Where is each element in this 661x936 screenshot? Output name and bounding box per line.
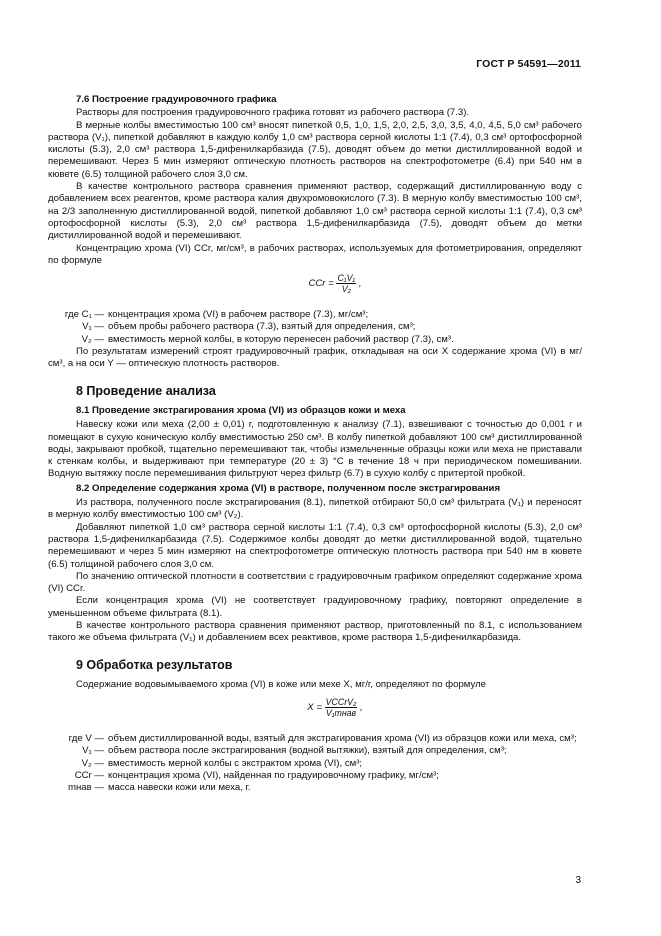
formula-denominator: V₁mнав [325, 708, 357, 719]
paragraph: Содержание водовымываемого хрома (VI) в коже или мехе X, мг/г, определяют по формуле [76, 678, 487, 690]
definition-text: вместимость мерной колбы, в которую перенесен рабочий раствор (7.3), см³. [108, 333, 454, 345]
page-content [48, 94, 582, 795]
definitions-9 [48, 733, 582, 794]
definition-text: концентрация хрома (VI) в рабочем растворе (7.3), мг/см³; [108, 309, 369, 321]
definition-item [48, 745, 582, 757]
formula-ccr [88, 273, 582, 301]
paragraph: По значению оптической плотности в соответствии с градуировочным графиком определяют содержание хрома (VI) CCr. [48, 570, 582, 595]
heading-9: 9 Обработка результатов [76, 657, 233, 672]
formula-end: , [360, 701, 363, 713]
definition-item [48, 321, 582, 333]
definition-text: масса навески кожи или меха, г. [108, 782, 251, 794]
definition-text: объем раствора после экстрагирования (водной вытяжки), взятый для определения, см³; [108, 745, 507, 757]
formula-lhs: X = [307, 701, 322, 713]
definition-text: концентрация хрома (VI), найденная по градуировочному графику, мг/см³; [108, 770, 439, 782]
definition-item [48, 770, 582, 782]
definition-symbol: где V — [68, 733, 104, 745]
paragraph: Растворы для построения градуировочного графика готовят из рабочего раствора (7.3). [76, 107, 470, 119]
definition-symbol: V₁ — [82, 321, 104, 333]
definition-text: объем пробы рабочего раствора (7.3), взятый для определения, см³; [108, 321, 416, 333]
formula-x [88, 697, 582, 725]
definition-symbol: CCr — [74, 770, 104, 782]
formula-numerator: VCCrV₂ [325, 697, 357, 708]
paragraph: Из раствора, полученного после экстрагирования (8.1), пипеткой отбирают 50,0 см³ фильтрата (V₁) и переносят в мерную колбу вместимостью 100 см³ (V₂). [48, 497, 582, 521]
definition-symbol: где C₁ — [64, 309, 104, 321]
page-number: 3 [575, 875, 581, 886]
formula-fraction [336, 273, 356, 294]
formula-fraction [325, 697, 358, 718]
definition-symbol: V₂ — [81, 757, 104, 769]
heading-8-1: 8.1 Проведение экстрагирования хрома (VI) из образцов кожи и меха [76, 404, 406, 416]
formula-numerator: C₁V₁ [337, 273, 356, 284]
heading-8-2: 8.2 Определение содержания хрома (VI) в растворе, полученном после экстрагирования [76, 482, 501, 494]
definitions-7-6 [48, 309, 582, 346]
definition-item [48, 758, 582, 770]
paragraph: В качестве контрольного раствора сравнения применяют раствор, приготовленный по 8.1, с использованием такого же объема фильтрата (V₁) и добавлением всех реактивов, кроме раствора 1,5-дифенилкарбазида. [48, 619, 582, 644]
paragraph: По результатам измерений строят градуировочный график, откладывая на оси X содержание хрома (VI) в мг/см³, а на оси Y — оптическую плотность растворов. [48, 346, 582, 370]
definition-symbol: V₁ — [82, 745, 104, 757]
paragraph: В мерные колбы вместимостью 100 см³ вносят пипеткой 0,5, 1,0, 1,5, 2,0, 2,5, 3,0, 3,5, 4,0, 4,5, 5,0 см³ рабочего раствора (V₁), пипеткой добавляют в каждую колбу 1,0 см³ раствора серной кислоты 1:1 (7.4), 0,3 см³ ортофосфорной кислоты (5.3), 2,0 см³ раствора 1,5-дифенилкарбазида (7.5), доводят объем до метки дистиллированной водой и перемешивают. Через 5 мин измеряют оптическую плотность растворов на спектрофотометре (6.4) при 540 нм в кювете (6.5) толщиной рабочего слоя 3,0 см. [48, 119, 582, 180]
definition-item [48, 733, 582, 745]
heading-8: 8 Проведение анализа [76, 383, 216, 398]
definition-item [48, 309, 582, 321]
formula-end: , [358, 277, 362, 289]
heading-7-6: 7.6 Построение градуировочного графика [76, 94, 277, 105]
paragraph: Навеску кожи или меха (2,00 ± 0,01) г, подготовленную к анализу (7.1), взвешивают с точностью до 0,001 г и помещают в сухую коническую колбу вместимостью 250 см³. В колбу пипеткой добавляют 100 см³ дистиллированной воды, закрывают пробкой, тщательно перемешивают так, чтобы измельченные образцы кожи или меха не приставали к стенкам колбы, и выдерживают при температуре (20 ± 3) °С в течение 18 ч при периодическом помешивании. Водную вытяжку после перемешивания фильтруют через фильтр (6.7) в сухую колбу с притертой пробкой. [48, 419, 582, 480]
definition-text: объем дистиллированной воды, взятый для экстрагирования хрома (VI) из образцов кожи или меха, см³; [108, 733, 577, 745]
document-code: ГОСТ Р 54591—2011 [476, 58, 581, 70]
formula-lhs: CCr = [308, 277, 334, 289]
definition-item [48, 334, 582, 346]
definition-symbol: mнав — [68, 782, 104, 794]
paragraph: Если концентрация хрома (VI) не соответствует градуировочному графику, повторяют определение в уменьшенном объеме фильтрата (8.1). [48, 595, 582, 619]
paragraph: Добавляют пипеткой 1,0 см³ раствора серной кислоты 1:1 (7.4), 0,3 см³ ортофосфорной кислоты (5.3), 2,0 см³ раствора 1,5-дифенилкарбазида (7.5). Содержимое колбы доводят до метки дистиллированной водой, тщательно перемешивают и через 5 мин измеряют на спектрофотометре оптическую плотность раствора при 540 нм в кювете (6.5) толщиной рабочего слоя 3,0 см. [48, 521, 582, 570]
definition-item [48, 782, 582, 794]
definition-symbol: V₂ — [81, 333, 104, 345]
paragraph: В качестве контрольного раствора сравнения применяют раствор, содержащий дистиллированную воду с добавлением всех реагентов, кроме раствора калия двухромовокислого (7.3). В мерную колбу вместимостью 100 см³, на 2/3 заполненную дистиллированной водой, пипеткой добавляют 1,0 см³ раствора серной кислоты 1:1 (7.4), 0,3 см³ ортофосфорной кислоты (5.3), 2,0 см³ раствора 1,5-дифенилкарбазида (7.5), доводят объем до метки дистиллированной водой и перемешивают. [48, 181, 582, 242]
formula-denominator: V₂ [341, 284, 351, 295]
definition-text: вместимость мерной колбы с экстрактом хрома (VI), см³; [108, 757, 363, 769]
paragraph: Концентрацию хрома (VI) CCr, мг/см³, в рабочих растворах, используемых для фотометрирования, определяют по формуле [48, 242, 582, 266]
